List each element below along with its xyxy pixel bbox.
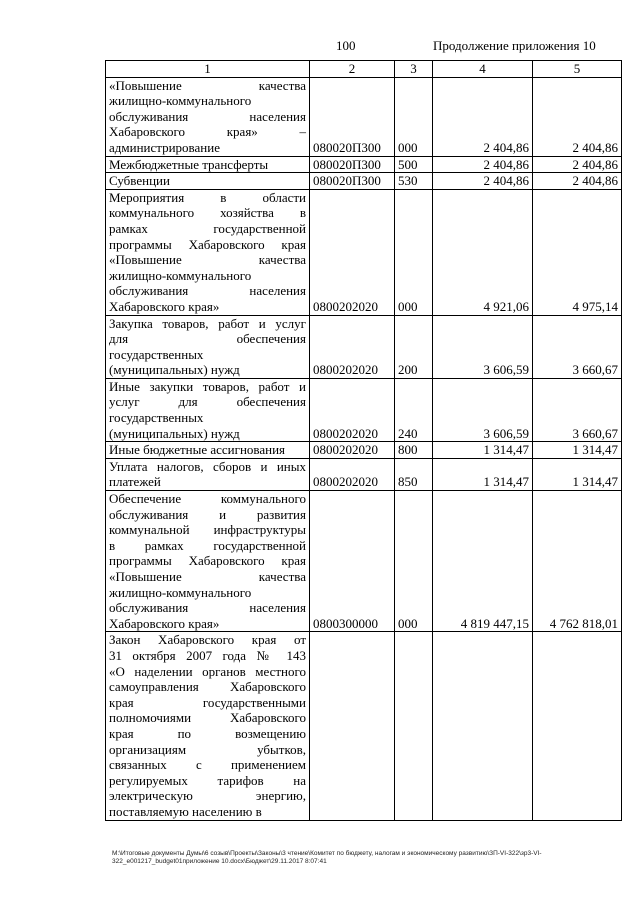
amount-year-1: 1 314,47 — [433, 458, 533, 490]
amount-year-1: 2 404,86 — [433, 77, 533, 156]
expense-type-code: 850 — [395, 458, 433, 490]
description-line: Межбюджетные трансферты — [109, 156, 269, 172]
description-line: государственных — [109, 346, 204, 362]
description-line: (муниципальных) нужд — [109, 362, 240, 378]
column-header: 4 — [433, 61, 533, 78]
description-line: жилищно-коммунального — [109, 267, 252, 283]
target-article-code: 0800202020 — [310, 458, 395, 490]
description-line: «О наделении органов местного — [109, 663, 306, 679]
table-row — [106, 77, 622, 156]
column-header: 1 — [106, 61, 310, 78]
amount-year-1: 4 819 447,15 — [433, 491, 533, 632]
description-line: «Повышение качества — [109, 252, 306, 268]
description-line: государственных — [109, 410, 204, 426]
amount-year-2: 1 314,47 — [533, 458, 622, 490]
amount-year-1: 2 404,86 — [433, 173, 533, 190]
description-line: «Повышение качества — [109, 569, 306, 584]
table-row — [106, 458, 622, 490]
row-description — [106, 491, 310, 632]
description-line: (муниципальных) нужд — [109, 425, 240, 441]
description-line: электрическую энергию, — [109, 788, 306, 804]
row-description — [106, 315, 310, 378]
description-line: края государственными — [109, 694, 306, 710]
amount-year-2: 2 404,86 — [533, 156, 622, 173]
description-line: Закон Хабаровского края от — [109, 632, 306, 648]
description-line: коммунального хозяйства в — [109, 205, 306, 221]
row-description — [106, 632, 310, 820]
target-article-code: 0800300000 — [310, 491, 395, 632]
document-file-path: M:\Итоговые документы Думы\6 созыв\Проекты\Законы\3 чтение\Комитет по бюджету, налогам и экономическому развитию\ЗП-VI-322\зр3-VI-322_e001217_budget01приложение 10.docx\Бюджет\29.11.2017 8:07:41 — [112, 850, 542, 865]
description-line: края по возмещению — [109, 725, 306, 741]
expense-type-code: 000 — [395, 77, 433, 156]
description-line: программы Хабаровского края — [109, 553, 306, 569]
amount-year-2: 3 660,67 — [533, 378, 622, 441]
description-line: Мероприятия в области — [109, 189, 306, 205]
table-row — [106, 156, 622, 173]
column-number-row — [106, 61, 622, 78]
amount-year-2: 4 762 818,01 — [533, 491, 622, 632]
description-line: Иные закупки товаров, работ и — [109, 378, 306, 394]
expense-type-code: 000 — [395, 491, 433, 632]
description-line: Закупка товаров, работ и услуг — [109, 315, 306, 331]
table-row — [106, 378, 622, 441]
row-description — [106, 173, 310, 190]
description-line: рамках государственной — [109, 220, 306, 236]
column-header: 2 — [310, 61, 395, 78]
description-line: связанных с применением — [109, 757, 306, 773]
description-line: «Повышение качества — [109, 77, 306, 93]
amount-year-2: 3 660,67 — [533, 315, 622, 378]
description-line: обслуживания населения — [109, 283, 306, 299]
table-row — [106, 491, 622, 632]
description-line: 31 октября 2007 года № 143 — [109, 647, 306, 663]
description-line: жилищно-коммунального — [109, 93, 252, 109]
description-line: обслуживания и развития — [109, 506, 306, 522]
expense-type-code — [395, 632, 433, 820]
description-line: Субвенции — [109, 173, 170, 189]
description-line: в рамках государственной — [109, 537, 306, 553]
row-description — [106, 77, 310, 156]
description-line: поставляемую населению в — [109, 803, 262, 819]
table-row — [106, 173, 622, 190]
expense-type-code: 240 — [395, 378, 433, 441]
description-line: Уплата налогов, сборов и иных — [109, 458, 306, 474]
amount-year-2: 1 314,47 — [533, 442, 622, 459]
target-article-code: 0800202020 — [310, 189, 395, 315]
description-line: коммунальной инфраструктуры — [109, 522, 306, 538]
expense-type-code: 000 — [395, 189, 433, 315]
table-row — [106, 315, 622, 378]
amount-year-1: 1 314,47 — [433, 442, 533, 459]
table-row — [106, 632, 622, 820]
row-description — [106, 378, 310, 441]
description-line: для обеспечения — [109, 331, 306, 347]
page-number: 100 — [336, 38, 356, 53]
expense-type-code: 500 — [395, 156, 433, 173]
budget-table — [105, 60, 622, 821]
amount-year-1: 4 921,06 — [433, 189, 533, 315]
column-header: 5 — [533, 61, 622, 78]
target-article-code: 080020П300 — [310, 173, 395, 190]
expense-type-code: 200 — [395, 315, 433, 378]
row-description — [106, 189, 310, 315]
appendix-continuation-label: Продолжение приложения 10 — [433, 38, 596, 53]
description-line: Иные бюджетные ассигнования — [109, 442, 286, 458]
amount-year-1 — [433, 632, 533, 820]
description-line: услуг для обеспечения — [109, 394, 306, 410]
description-line: Хабаровского края» — [109, 615, 220, 631]
description-line: администрирование — [109, 139, 220, 155]
description-line: полномочиями Хабаровского — [109, 710, 306, 726]
column-header: 3 — [395, 61, 433, 78]
target-article-code: 0800202020 — [310, 442, 395, 459]
expense-type-code: 800 — [395, 442, 433, 459]
target-article-code: 0800202020 — [310, 315, 395, 378]
table-row — [106, 442, 622, 459]
amount-year-1: 3 606,59 — [433, 315, 533, 378]
page-header — [0, 38, 640, 56]
description-line: программы Хабаровского края — [109, 236, 306, 252]
amount-year-1: 3 606,59 — [433, 378, 533, 441]
description-line: самоуправления Хабаровского — [109, 679, 306, 695]
amount-year-1: 2 404,86 — [433, 156, 533, 173]
row-description — [106, 156, 310, 173]
description-line: Хабаровского края» — [109, 298, 220, 314]
description-line: жилищно-коммунального — [109, 584, 252, 600]
description-line: обслуживания населения — [109, 600, 306, 616]
description-line: организациям убытков, — [109, 741, 306, 757]
table-row — [106, 189, 622, 315]
description-line: обслуживания населения — [109, 108, 306, 124]
target-article-code: 080020П300 — [310, 77, 395, 156]
row-description — [106, 458, 310, 490]
description-line: платежей — [109, 474, 161, 490]
target-article-code: 0800202020 — [310, 378, 395, 441]
target-article-code: 080020П300 — [310, 156, 395, 173]
target-article-code — [310, 632, 395, 820]
amount-year-2 — [533, 632, 622, 820]
description-line: Обеспечение коммунального — [109, 491, 306, 507]
amount-year-2: 2 404,86 — [533, 173, 622, 190]
amount-year-2: 2 404,86 — [533, 77, 622, 156]
description-line: Хабаровского края» – — [109, 124, 306, 140]
row-description — [106, 442, 310, 459]
amount-year-2: 4 975,14 — [533, 189, 622, 315]
expense-type-code: 530 — [395, 173, 433, 190]
description-line: регулируемых тарифов на — [109, 772, 306, 788]
